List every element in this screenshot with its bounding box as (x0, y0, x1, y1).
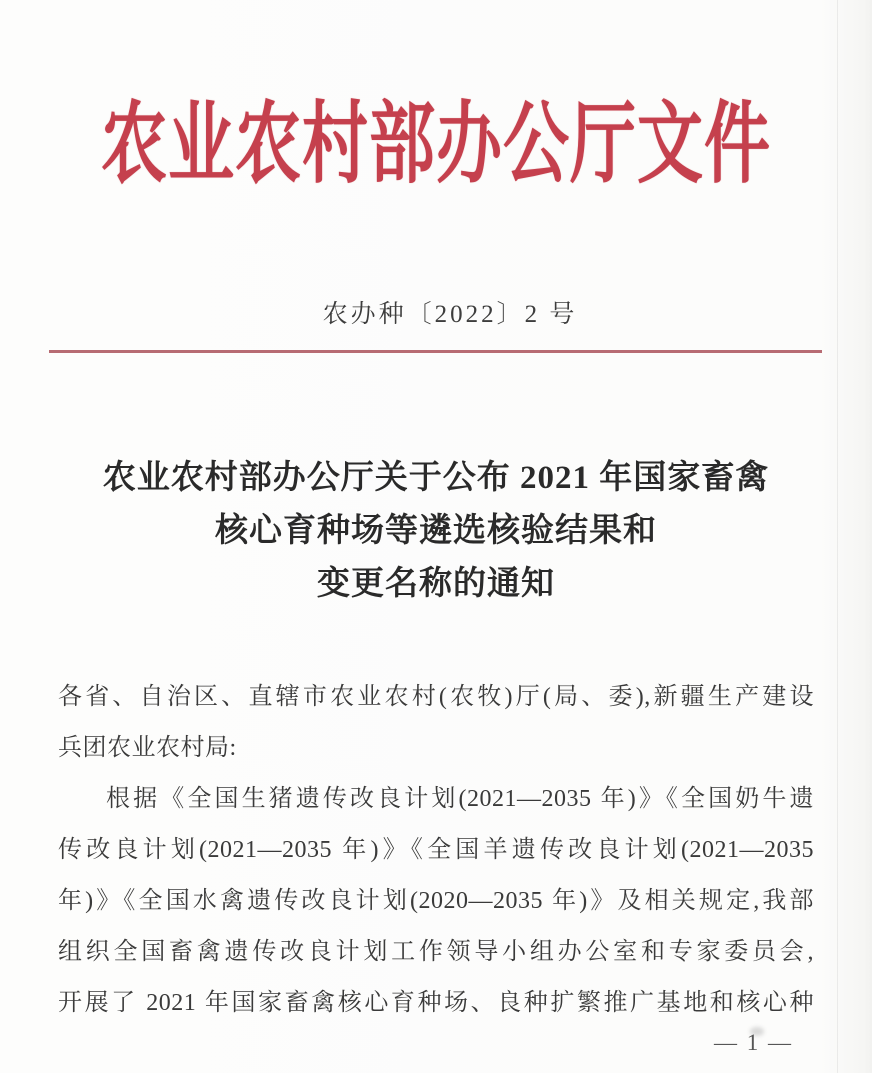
document-number: 农办种〔2022〕2 号 (322, 301, 578, 328)
body-line: 传改良计划(2021—2035 年)》《全国羊遗传改良计划(2021—2035 (58, 837, 814, 863)
title-line-1: 农业农村部办公厅关于公布 2021 年国家畜禽 (102, 460, 770, 496)
salutation-line: 各省、自治区、直辖市农业农村(农牧)厅(局、委),新疆生产建设 (58, 684, 814, 710)
document-title (0, 452, 872, 611)
salutation-line: 兵团农业农村局: (58, 735, 237, 761)
document-header-title: 农业农村部办公厅文件 (101, 96, 771, 195)
page-number: — 1 — (714, 1030, 793, 1055)
document-header-banner (0, 96, 872, 195)
title-line-3: 变更名称的通知 (317, 566, 555, 602)
body-line: 年)》《全国水禽遗传改良计划(2020—2035 年)》及相关规定,我部 (58, 888, 814, 914)
body-line: 开展了 2021 年国家畜禽核心育种场、良种扩繁推广基地和核心种 (58, 990, 814, 1016)
body-line: 根据《全国生猪遗传改良计划(2021—2035 年)》《全国奶牛遗 (106, 786, 814, 812)
red-divider-line (49, 350, 822, 353)
document-body (58, 672, 814, 1029)
body-line: 组织全国畜禽遗传改良计划工作领导小组办公室和专家委员会, (58, 939, 814, 965)
title-line-2: 核心育种场等遴选核验结果和 (215, 513, 657, 549)
